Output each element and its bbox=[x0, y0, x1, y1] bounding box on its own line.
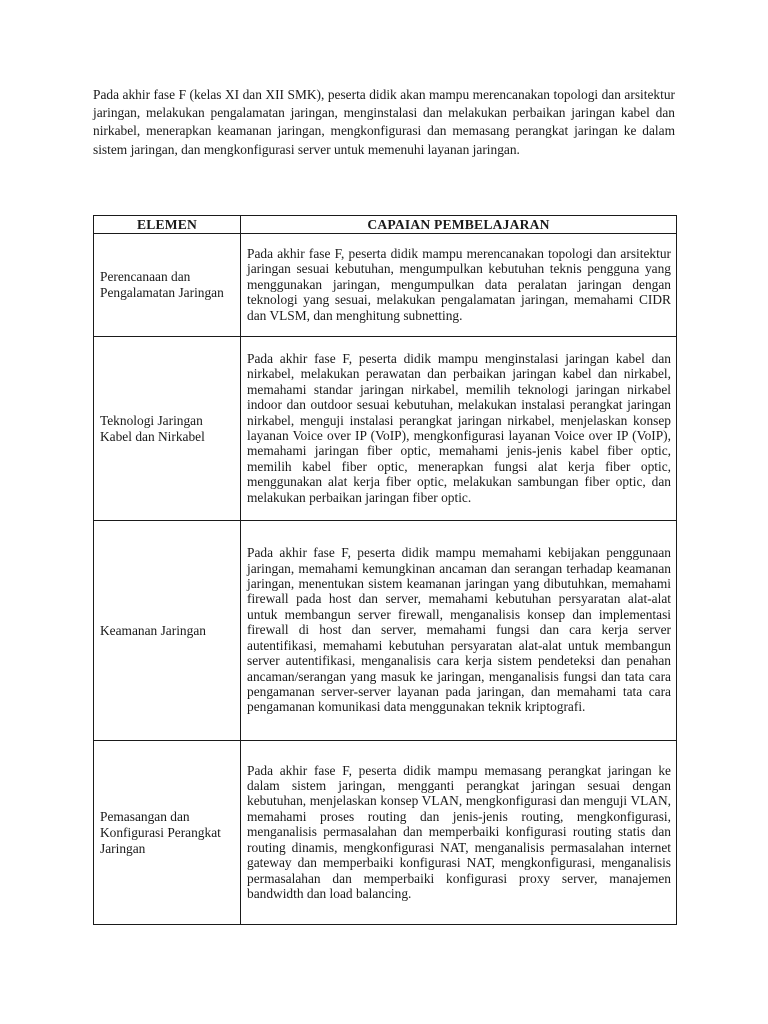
elemen-cell: Perencanaan dan Pengalamatan Jaringan bbox=[94, 234, 241, 337]
table-row bbox=[94, 337, 677, 521]
capaian-cell: Pada akhir fase F, peserta didik mampu memahami kebijakan penggunaan jaringan, memahami kemungkinan ancaman dan serangan terhadap keamanan jaringan, menentukan sistem keamanan jaringan yang dibutuhkan, memahami firewall pada host dan server, memahami kebutuhan persyaratan alat-alat untuk membangun server firewall, menganalisis konsep dan implementasi firewall di host dan server, memahami fungsi dan cara kerja server autentifikasi, memahami kebutuhan persyaratan alat-alat untuk membangun server autentifikasi, menganalisis cara kerja sistem pendeteksi dan penahan ancaman/serangan yang masuk ke jaringan, menganalisis fungsi dan tata cara pengamanan server-server layanan pada jaringan, dan memahami tata cara pengamanan komunikasi data menggunakan teknik kriptografi. bbox=[241, 521, 677, 741]
elemen-cell: Pemasangan dan Konfigurasi Perangkat Jaringan bbox=[94, 741, 241, 925]
elemen-cell: Keamanan Jaringan bbox=[94, 521, 241, 741]
table-body bbox=[94, 234, 677, 925]
capaian-cell: Pada akhir fase F, peserta didik mampu menginstalasi jaringan kabel dan nirkabel, melakukan perawatan dan perbaikan jaringan kabel dan nirkabel, memahami standar jaringan nirkabel, memilih teknologi jaringan nirkabel indoor dan outdoor sesuai kebutuhan, melakukan instalasi perangkat jaringan nirkabel, menguji instalasi perangkat jaringan nirkabel, menjelaskan konsep layanan Voice over IP (VoIP), mengkonfigurasi layanan Voice over IP (VoIP), memahami jaringan fiber optic, memahami jenis-jenis kabel fiber optic, memilih kabel fiber optic, menerapkan fungsi alat kerja fiber optic, menggunakan alat kerja fiber optic, melakukan sambungan fiber optic, dan melakukan perbaikan jaringan fiber optic. bbox=[241, 337, 677, 521]
header-elemen: ELEMEN bbox=[94, 216, 241, 234]
elemen-cell: Teknologi Jaringan Kabel dan Nirkabel bbox=[94, 337, 241, 521]
table-header-row bbox=[94, 216, 677, 234]
capaian-cell: Pada akhir fase F, peserta didik mampu merencanakan topologi dan arsitektur jaringan sesuai kebutuhan, mengumpulkan kebutuhan teknis pengguna yang menggunakan jaringan, mengumpulkan data peralatan jaringan dengan teknologi yang sesuai, melakukan pengalamatan jaringan, memahami CIDR dan VLSM, dan menghitung subnetting. bbox=[241, 234, 677, 337]
header-capaian: CAPAIAN PEMBELAJARAN bbox=[241, 216, 677, 234]
table-row bbox=[94, 521, 677, 741]
capaian-cell: Pada akhir fase F, peserta didik mampu memasang perangkat jaringan ke dalam sistem jaringan, mengganti perangkat jaringan sesuai dengan kebutuhan, menjelaskan konsep VLAN, mengkonfigurasi dan menguji VLAN, memahami proses routing dan jenis-jenis routing, mengkonfigurasi, menganalisis permasalahan dan memperbaiki konfigurasi routing statis dan routing dinamis, mengkonfigurasi NAT, menganalisis permasalahan internet gateway dan memperbaiki konfigurasi NAT, mengkonfigurasi, menganalisis permasalahan dan memperbaiki konfigurasi proxy server, manajemen bandwidth dan load balancing. bbox=[241, 741, 677, 925]
capaian-table bbox=[93, 215, 677, 925]
table-row bbox=[94, 741, 677, 925]
table-header bbox=[94, 216, 677, 234]
intro-paragraph: Pada akhir fase F (kelas XI dan XII SMK), peserta didik akan mampu merencanakan topologi dan arsitektur jaringan, melakukan pengalamatan jaringan, menginstalasi dan melakukan perbaikan jaringan kabel dan nirkabel, menerapkan keamanan jaringan, mengkonfigurasi dan memasang perangkat jaringan ke dalam sistem jaringan, dan mengkonfigurasi server untuk memenuhi layanan jaringan. bbox=[93, 87, 675, 157]
table-row bbox=[94, 234, 677, 337]
